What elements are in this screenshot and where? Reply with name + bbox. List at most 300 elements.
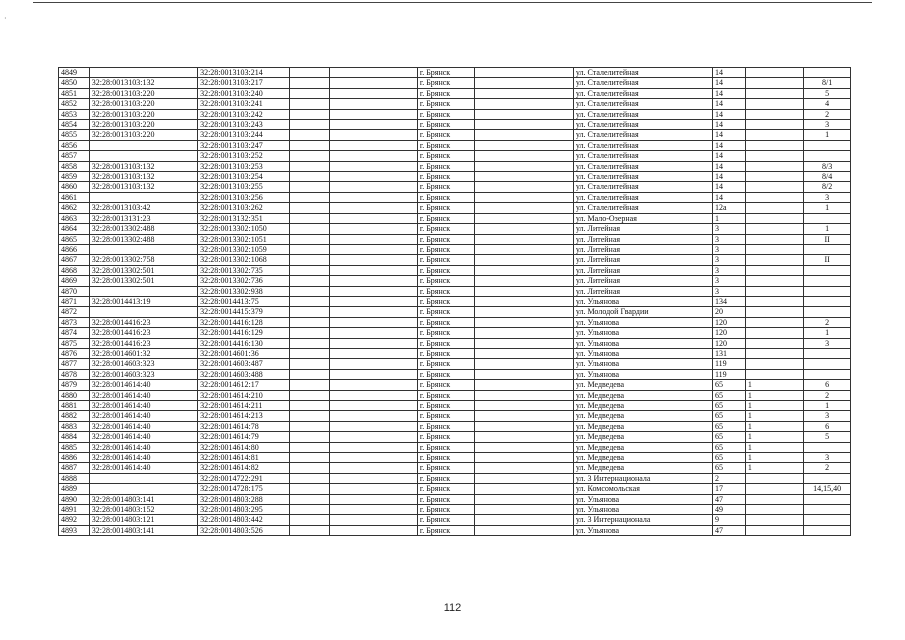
cell-apartment xyxy=(804,307,851,317)
cell-house: 65 xyxy=(712,380,745,390)
cell-record-number: 4862 xyxy=(59,203,90,213)
table-row xyxy=(59,328,851,338)
cell-house: 47 xyxy=(712,494,745,504)
cell-house: 120 xyxy=(712,317,745,327)
cell-empty xyxy=(475,244,574,254)
cell-building xyxy=(745,484,803,494)
cell-empty xyxy=(329,68,417,78)
cell-house: 134 xyxy=(712,296,745,306)
cell-cadastral-number: 32:28:0014614:210 xyxy=(198,390,290,400)
cell-empty xyxy=(475,234,574,244)
cell-street: ул. Сталелитейная xyxy=(573,182,712,192)
cell-empty xyxy=(475,421,574,431)
table-row xyxy=(59,525,851,535)
table-row xyxy=(59,244,851,254)
cell-street: ул. Ульянова xyxy=(573,348,712,358)
cell-record-number: 4851 xyxy=(59,88,90,98)
cell-empty xyxy=(475,515,574,525)
cell-apartment xyxy=(804,525,851,535)
cell-cadastral-quarter: 32:28:0014614:40 xyxy=(89,463,197,473)
cell-empty xyxy=(475,224,574,234)
cell-empty xyxy=(290,78,329,88)
cell-cadastral-quarter: 32:28:0013103:220 xyxy=(89,109,197,119)
cell-empty xyxy=(290,151,329,161)
cell-city: г. Брянск xyxy=(417,182,474,192)
table-row xyxy=(59,265,851,275)
cell-empty xyxy=(475,401,574,411)
cell-house: 14 xyxy=(712,161,745,171)
cell-house: 65 xyxy=(712,390,745,400)
cell-cadastral-quarter xyxy=(89,151,197,161)
table-row xyxy=(59,307,851,317)
cell-cadastral-number: 32:28:0014614:78 xyxy=(198,421,290,431)
cell-apartment xyxy=(804,151,851,161)
cell-empty xyxy=(475,463,574,473)
cell-empty xyxy=(329,296,417,306)
cell-record-number: 4859 xyxy=(59,172,90,182)
cell-street: ул. Комсомольская xyxy=(573,484,712,494)
cell-empty xyxy=(475,203,574,213)
cell-house: 17 xyxy=(712,484,745,494)
cell-house: 14 xyxy=(712,88,745,98)
cell-city: г. Брянск xyxy=(417,151,474,161)
cell-cadastral-quarter: 32:28:0014803:121 xyxy=(89,515,197,525)
cell-empty xyxy=(329,473,417,483)
cell-apartment: 2 xyxy=(804,317,851,327)
cell-building xyxy=(745,338,803,348)
cell-cadastral-number: 32:28:0013302:735 xyxy=(198,265,290,275)
cell-cadastral-number: 32:28:0014614:79 xyxy=(198,432,290,442)
cell-apartment: 8/2 xyxy=(804,182,851,192)
cell-street: ул. Сталелитейная xyxy=(573,172,712,182)
cell-empty xyxy=(475,213,574,223)
cell-city: г. Брянск xyxy=(417,484,474,494)
cell-cadastral-number: 32:28:0014614:82 xyxy=(198,463,290,473)
cell-empty xyxy=(329,338,417,348)
table-row xyxy=(59,234,851,244)
table-row xyxy=(59,276,851,286)
cell-record-number: 4878 xyxy=(59,369,90,379)
cell-apartment: 1 xyxy=(804,130,851,140)
cell-building: 1 xyxy=(745,463,803,473)
table-row xyxy=(59,151,851,161)
cell-empty xyxy=(475,307,574,317)
cell-empty xyxy=(290,234,329,244)
table-row xyxy=(59,286,851,296)
cell-cadastral-quarter: 32:28:0014614:40 xyxy=(89,411,197,421)
cell-empty xyxy=(475,182,574,192)
cell-cadastral-quarter xyxy=(89,286,197,296)
cell-building xyxy=(745,161,803,171)
cell-record-number: 4860 xyxy=(59,182,90,192)
cell-empty xyxy=(475,484,574,494)
cell-empty xyxy=(329,78,417,88)
cell-cadastral-quarter: 32:28:0013103:132 xyxy=(89,78,197,88)
cell-apartment xyxy=(804,213,851,223)
cell-cadastral-quarter: 32:28:0014614:40 xyxy=(89,442,197,452)
cell-street: ул. 3 Интернационала xyxy=(573,473,712,483)
cell-empty xyxy=(475,328,574,338)
cell-building xyxy=(745,172,803,182)
cell-cadastral-quarter: 32:28:0013302:501 xyxy=(89,276,197,286)
cell-apartment: 4 xyxy=(804,99,851,109)
cell-street: ул. Медведева xyxy=(573,380,712,390)
cell-street: ул. Литейная xyxy=(573,286,712,296)
cell-record-number: 4883 xyxy=(59,421,90,431)
cell-house: 120 xyxy=(712,338,745,348)
cell-cadastral-quarter xyxy=(89,68,197,78)
cell-city: г. Брянск xyxy=(417,255,474,265)
cell-house: 3 xyxy=(712,244,745,254)
cell-empty xyxy=(329,120,417,130)
cell-cadastral-quarter: 32:28:0013103:42 xyxy=(89,203,197,213)
cell-empty xyxy=(329,172,417,182)
cell-record-number: 4893 xyxy=(59,525,90,535)
cell-cadastral-quarter: 32:28:0014614:40 xyxy=(89,390,197,400)
cell-city: г. Брянск xyxy=(417,463,474,473)
cell-apartment: 8/4 xyxy=(804,172,851,182)
table-row xyxy=(59,411,851,421)
cell-cadastral-quarter: 32:28:0014416:23 xyxy=(89,328,197,338)
cell-house: 119 xyxy=(712,369,745,379)
cell-record-number: 4887 xyxy=(59,463,90,473)
cell-cadastral-quarter: 32:28:0013302:488 xyxy=(89,224,197,234)
cell-cadastral-number: 32:28:0014416:128 xyxy=(198,317,290,327)
cell-city: г. Брянск xyxy=(417,99,474,109)
cell-street: ул. Ульянова xyxy=(573,338,712,348)
cell-house: 49 xyxy=(712,505,745,515)
cell-apartment: 2 xyxy=(804,109,851,119)
cell-cadastral-quarter: 32:28:0014601:32 xyxy=(89,348,197,358)
cell-apartment xyxy=(804,140,851,150)
cell-apartment: 5 xyxy=(804,432,851,442)
table-row xyxy=(59,463,851,473)
table-row xyxy=(59,68,851,78)
cell-building xyxy=(745,515,803,525)
cell-empty xyxy=(329,369,417,379)
cell-empty xyxy=(290,296,329,306)
cell-building xyxy=(745,234,803,244)
cell-city: г. Брянск xyxy=(417,348,474,358)
cell-empty xyxy=(329,328,417,338)
cell-cadastral-number: 32:28:0014413:75 xyxy=(198,296,290,306)
cell-house: 65 xyxy=(712,401,745,411)
cell-street: ул. Ульянова xyxy=(573,505,712,515)
cell-street: ул. Ульянова xyxy=(573,359,712,369)
cell-apartment xyxy=(804,359,851,369)
cell-empty xyxy=(290,473,329,483)
cell-building xyxy=(745,348,803,358)
cell-empty xyxy=(290,99,329,109)
cell-cadastral-quarter: 32:28:0013103:220 xyxy=(89,99,197,109)
cell-building xyxy=(745,140,803,150)
cell-city: г. Брянск xyxy=(417,401,474,411)
cell-house: 3 xyxy=(712,255,745,265)
cell-apartment xyxy=(804,494,851,504)
cell-house: 14 xyxy=(712,78,745,88)
cell-empty xyxy=(329,421,417,431)
cell-empty xyxy=(290,172,329,182)
cell-record-number: 4875 xyxy=(59,338,90,348)
cell-cadastral-number: 32:28:0014728:175 xyxy=(198,484,290,494)
cell-city: г. Брянск xyxy=(417,213,474,223)
cell-street: ул. Медведева xyxy=(573,421,712,431)
cell-record-number: 4888 xyxy=(59,473,90,483)
cell-house: 3 xyxy=(712,286,745,296)
cell-city: г. Брянск xyxy=(417,432,474,442)
cell-record-number: 4866 xyxy=(59,244,90,254)
cell-city: г. Брянск xyxy=(417,317,474,327)
cell-house: 65 xyxy=(712,432,745,442)
cell-city: г. Брянск xyxy=(417,286,474,296)
cell-cadastral-number: 32:28:0014614:80 xyxy=(198,442,290,452)
cell-empty xyxy=(475,265,574,275)
cell-empty xyxy=(290,390,329,400)
cell-empty xyxy=(475,359,574,369)
cell-cadastral-number: 32:28:0013103:217 xyxy=(198,78,290,88)
cell-apartment xyxy=(804,276,851,286)
cell-city: г. Брянск xyxy=(417,161,474,171)
cell-record-number: 4877 xyxy=(59,359,90,369)
cell-house: 2 xyxy=(712,473,745,483)
cell-record-number: 4874 xyxy=(59,328,90,338)
cell-apartment: 1 xyxy=(804,203,851,213)
cell-empty xyxy=(329,505,417,515)
table-row xyxy=(59,192,851,202)
table-row xyxy=(59,213,851,223)
table-row xyxy=(59,494,851,504)
cell-empty xyxy=(329,494,417,504)
table-row xyxy=(59,182,851,192)
cell-street: ул. Литейная xyxy=(573,224,712,234)
cell-building xyxy=(745,213,803,223)
cell-empty xyxy=(329,463,417,473)
cell-empty xyxy=(329,213,417,223)
cell-cadastral-quarter: 32:28:0014603:323 xyxy=(89,359,197,369)
cell-cadastral-quarter xyxy=(89,307,197,317)
cell-record-number: 4863 xyxy=(59,213,90,223)
cell-empty xyxy=(329,307,417,317)
table-row xyxy=(59,317,851,327)
cell-empty xyxy=(290,265,329,275)
cell-city: г. Брянск xyxy=(417,296,474,306)
cell-empty xyxy=(475,161,574,171)
cell-street: ул. Ульянова xyxy=(573,328,712,338)
cell-building xyxy=(745,317,803,327)
cell-cadastral-number: 32:28:0014416:130 xyxy=(198,338,290,348)
cell-building xyxy=(745,255,803,265)
cell-empty xyxy=(475,276,574,286)
cell-house: 65 xyxy=(712,453,745,463)
cell-building xyxy=(745,369,803,379)
cell-empty xyxy=(329,192,417,202)
cell-empty xyxy=(290,244,329,254)
cell-city: г. Брянск xyxy=(417,390,474,400)
cell-cadastral-number: 32:28:0013103:247 xyxy=(198,140,290,150)
cell-empty xyxy=(329,390,417,400)
cell-city: г. Брянск xyxy=(417,192,474,202)
cell-cadastral-quarter: 32:28:0013302:501 xyxy=(89,265,197,275)
cell-apartment: II xyxy=(804,234,851,244)
cell-empty xyxy=(290,224,329,234)
table-row xyxy=(59,442,851,452)
register-table-body xyxy=(59,68,851,536)
table-row xyxy=(59,505,851,515)
cell-empty xyxy=(329,453,417,463)
cell-street: ул. Сталелитейная xyxy=(573,203,712,213)
cell-building xyxy=(745,328,803,338)
cell-house: 65 xyxy=(712,421,745,431)
cell-record-number: 4849 xyxy=(59,68,90,78)
cell-building xyxy=(745,109,803,119)
cell-apartment xyxy=(804,442,851,452)
table-row xyxy=(59,359,851,369)
cell-house: 14 xyxy=(712,151,745,161)
table-row xyxy=(59,453,851,463)
cell-city: г. Брянск xyxy=(417,453,474,463)
cell-empty xyxy=(329,161,417,171)
cell-house: 65 xyxy=(712,411,745,421)
cell-empty xyxy=(475,453,574,463)
cell-street: ул. 3 Интернационала xyxy=(573,515,712,525)
cell-empty xyxy=(329,255,417,265)
cell-empty xyxy=(329,411,417,421)
cell-empty xyxy=(475,369,574,379)
cell-record-number: 4867 xyxy=(59,255,90,265)
cell-record-number: 4854 xyxy=(59,120,90,130)
cell-street: ул. Молодой Гвардии xyxy=(573,307,712,317)
cell-cadastral-quarter xyxy=(89,192,197,202)
cell-apartment: 8/1 xyxy=(804,78,851,88)
cell-apartment: 14,15,40 xyxy=(804,484,851,494)
cell-cadastral-number: 32:28:0013302:1059 xyxy=(198,244,290,254)
cell-street: ул. Ульянова xyxy=(573,494,712,504)
cell-building xyxy=(745,525,803,535)
cell-building: 1 xyxy=(745,421,803,431)
table-row xyxy=(59,401,851,411)
cell-cadastral-number: 32:28:0013302:1068 xyxy=(198,255,290,265)
cell-empty xyxy=(329,286,417,296)
cell-empty xyxy=(475,130,574,140)
cell-cadastral-number: 32:28:0014803:526 xyxy=(198,525,290,535)
cell-house: 1 xyxy=(712,213,745,223)
cell-empty xyxy=(290,130,329,140)
cell-city: г. Брянск xyxy=(417,473,474,483)
cell-cadastral-number: 32:28:0013103:255 xyxy=(198,182,290,192)
cell-empty xyxy=(290,463,329,473)
cell-empty xyxy=(475,68,574,78)
cell-house: 3 xyxy=(712,224,745,234)
cell-street: ул. Ульянова xyxy=(573,317,712,327)
cell-house: 3 xyxy=(712,265,745,275)
cell-empty xyxy=(475,473,574,483)
cell-street: ул. Ульянова xyxy=(573,296,712,306)
cell-city: г. Брянск xyxy=(417,505,474,515)
cell-city: г. Брянск xyxy=(417,369,474,379)
cell-empty xyxy=(329,525,417,535)
cell-street: ул. Литейная xyxy=(573,255,712,265)
cell-empty xyxy=(290,120,329,130)
cell-cadastral-quarter: 32:28:0013103:132 xyxy=(89,161,197,171)
cell-cadastral-number: 32:28:0013302:1050 xyxy=(198,224,290,234)
cell-apartment: 1 xyxy=(804,401,851,411)
cell-cadastral-number: 32:28:0014803:442 xyxy=(198,515,290,525)
cell-empty xyxy=(329,515,417,525)
table-row xyxy=(59,78,851,88)
cell-empty xyxy=(475,432,574,442)
cell-building xyxy=(745,505,803,515)
cell-empty xyxy=(329,151,417,161)
cell-record-number: 4880 xyxy=(59,390,90,400)
table-row xyxy=(59,109,851,119)
scan-mark: · xyxy=(4,14,7,23)
cell-empty xyxy=(329,203,417,213)
cell-house: 120 xyxy=(712,328,745,338)
cell-cadastral-quarter xyxy=(89,484,197,494)
cell-cadastral-quarter: 32:28:0014413:19 xyxy=(89,296,197,306)
cell-empty xyxy=(290,380,329,390)
cell-empty xyxy=(290,411,329,421)
cell-cadastral-quarter: 32:28:0014803:152 xyxy=(89,505,197,515)
cell-street: ул. Медведева xyxy=(573,401,712,411)
cell-house: 14 xyxy=(712,172,745,182)
cell-empty xyxy=(329,109,417,119)
cell-empty xyxy=(290,182,329,192)
cell-building xyxy=(745,99,803,109)
cell-building xyxy=(745,130,803,140)
cell-street: ул. Литейная xyxy=(573,234,712,244)
cell-cadastral-number: 32:28:0013103:240 xyxy=(198,88,290,98)
cell-house: 9 xyxy=(712,515,745,525)
cell-city: г. Брянск xyxy=(417,234,474,244)
cell-record-number: 4865 xyxy=(59,234,90,244)
cell-apartment xyxy=(804,369,851,379)
cell-apartment: 3 xyxy=(804,120,851,130)
cell-cadastral-quarter: 32:28:0013103:220 xyxy=(89,88,197,98)
cell-house: 65 xyxy=(712,463,745,473)
cell-empty xyxy=(290,525,329,535)
cell-city: г. Брянск xyxy=(417,130,474,140)
cell-house: 14 xyxy=(712,182,745,192)
cell-city: г. Брянск xyxy=(417,328,474,338)
cell-building xyxy=(745,192,803,202)
cell-cadastral-number: 32:28:0013103:253 xyxy=(198,161,290,171)
cell-city: г. Брянск xyxy=(417,78,474,88)
cell-apartment xyxy=(804,265,851,275)
cell-building xyxy=(745,203,803,213)
cell-empty xyxy=(290,109,329,119)
cell-record-number: 4864 xyxy=(59,224,90,234)
cell-empty xyxy=(290,276,329,286)
cell-city: г. Брянск xyxy=(417,265,474,275)
cell-cadastral-number: 32:28:0013103:254 xyxy=(198,172,290,182)
cell-building xyxy=(745,296,803,306)
cell-record-number: 4892 xyxy=(59,515,90,525)
cell-empty xyxy=(329,88,417,98)
cell-cadastral-number: 32:28:0014614:213 xyxy=(198,411,290,421)
cell-empty xyxy=(329,234,417,244)
cell-apartment: 5 xyxy=(804,88,851,98)
cell-building xyxy=(745,265,803,275)
table-row xyxy=(59,224,851,234)
cell-empty xyxy=(290,68,329,78)
cell-city: г. Брянск xyxy=(417,307,474,317)
cell-apartment xyxy=(804,244,851,254)
cell-apartment: II xyxy=(804,255,851,265)
cell-empty xyxy=(475,151,574,161)
cell-empty xyxy=(290,88,329,98)
cell-building xyxy=(745,120,803,130)
